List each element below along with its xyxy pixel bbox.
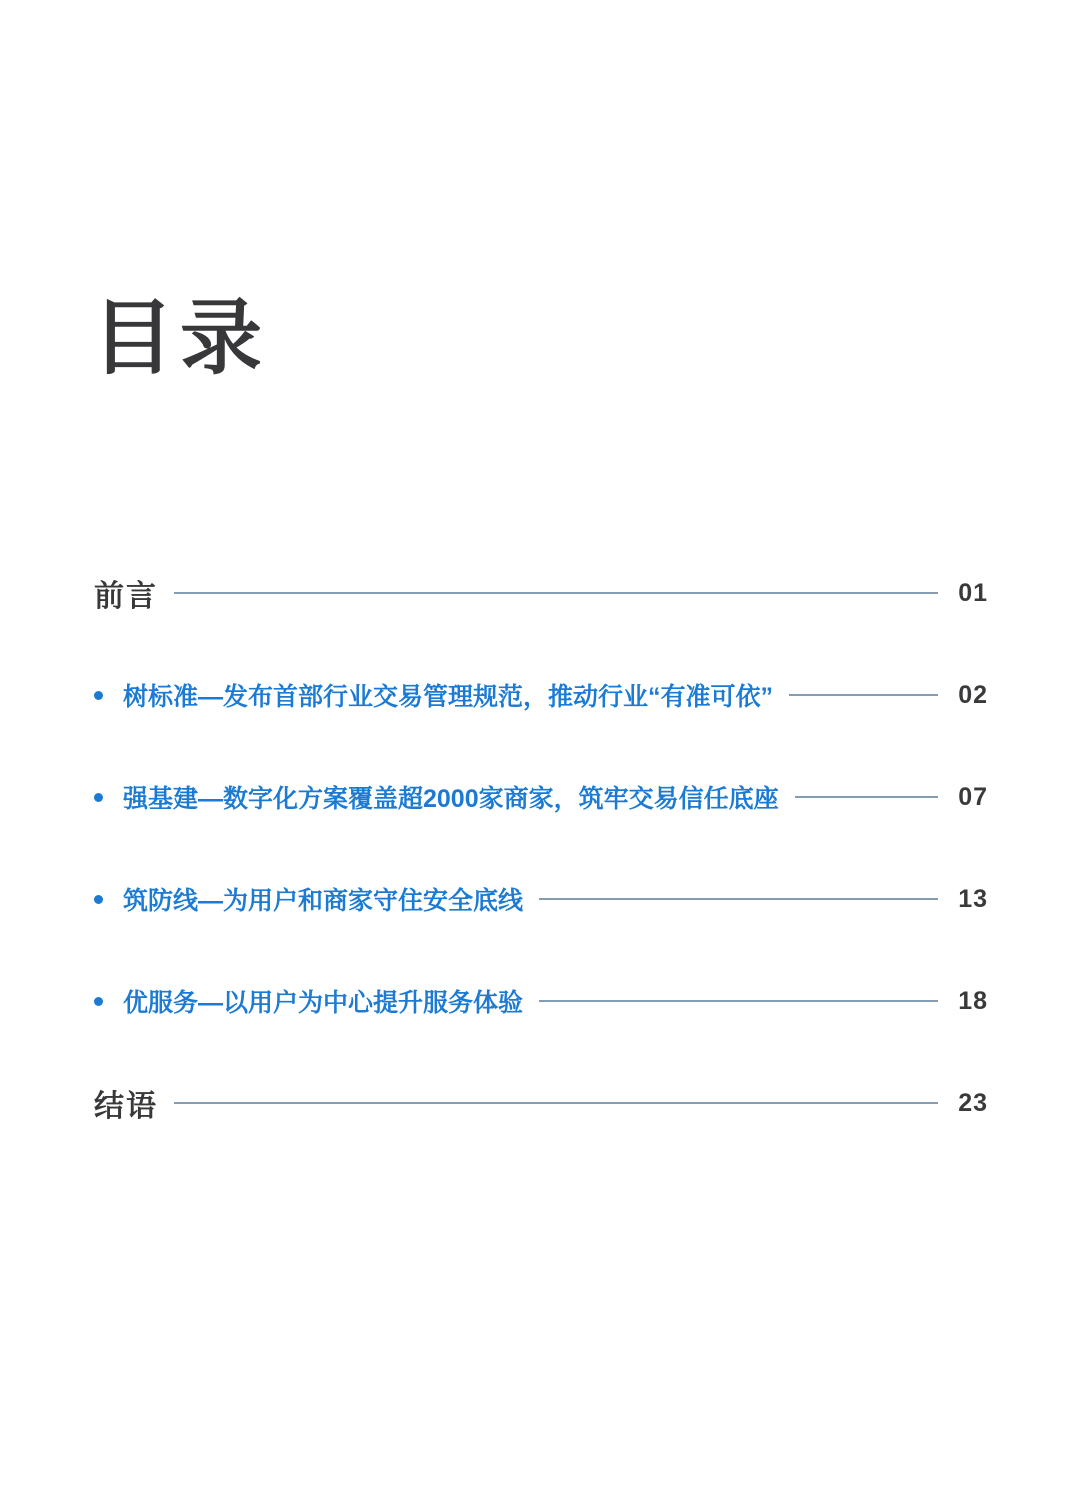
toc-entry-conclusion (94, 1088, 988, 1123)
leader-line (174, 592, 938, 594)
toc-entry-service (94, 986, 988, 1016)
toc-entry-page-number: 13 (958, 884, 988, 913)
toc-entry-page-number: 02 (958, 680, 988, 709)
leader-line (174, 1102, 938, 1104)
toc-entry-label: 结语 (94, 1090, 158, 1123)
bullet-icon (94, 691, 103, 700)
toc-entry-label: 筑防线—为用户和商家守住安全底线 (123, 887, 524, 915)
toc-entry-preface (94, 578, 988, 613)
toc-list (94, 578, 988, 1190)
toc-entry-label: 强基建—数字化方案覆盖超2000家商家，筑牢交易信任底座 (123, 785, 779, 813)
bullet-icon (94, 997, 103, 1006)
leader-line (539, 898, 938, 900)
bullet-icon (94, 793, 103, 802)
leader-line (539, 1000, 938, 1002)
toc-entry-infrastructure (94, 782, 988, 812)
leader-line (789, 694, 938, 696)
toc-entry-page-number: 23 (958, 1088, 988, 1117)
toc-entry-standards (94, 680, 988, 710)
toc-entry-label: 优服务—以用户为中心提升服务体验 (123, 989, 524, 1017)
toc-entry-label: 树标准—发布首部行业交易管理规范，推动行业“有准可依” (123, 683, 774, 711)
toc-entry-safety (94, 884, 988, 914)
toc-entry-label: 前言 (94, 580, 158, 613)
toc-entry-page-number: 01 (958, 578, 988, 607)
toc-entry-page-number: 18 (958, 986, 988, 1015)
leader-line (795, 796, 938, 798)
toc-entry-page-number: 07 (958, 782, 988, 811)
bullet-icon (94, 895, 103, 904)
page-title: 目录 (92, 293, 269, 384)
